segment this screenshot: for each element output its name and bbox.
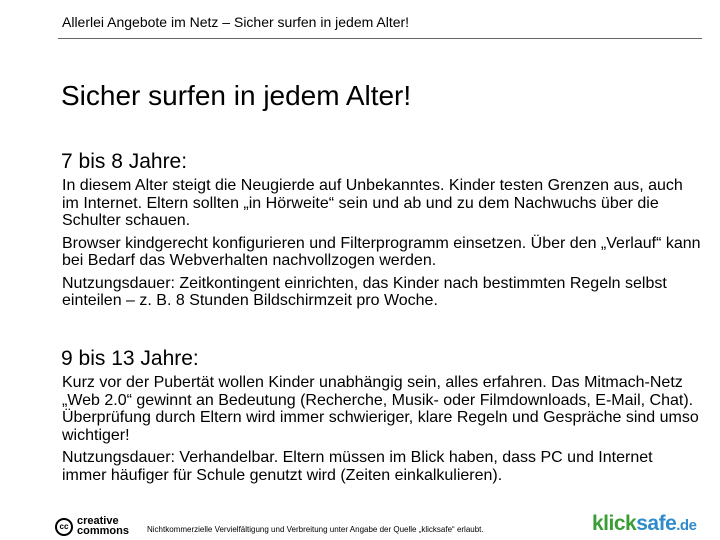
cc-line1: creative [77,515,119,527]
section-9-to-13 [61,347,701,489]
cc-line2: commons [77,525,129,537]
section-7-to-8 [61,150,701,315]
license-note: Nichtkommerzielle Vervielfältigung und Verbreitung unter Angabe der Quelle „klicksafe“ erlaubt. [147,525,484,534]
cc-wordmark [77,516,129,536]
paragraph: Nutzungsdauer: Verhandelbar. Eltern müssen im Blick haben, dass PC und Internet immer häufiger für Schule genutzt wird (Zeiten einkalkulieren). [62,449,653,484]
logo-tld: .de [676,517,697,534]
section-heading: 7 bis 8 Jahre: [61,150,188,173]
header-title: Allerlei Angebote im Netz – Sicher surfen in jedem Alter! [62,14,410,30]
paragraph: Kurz vor der Pubertät wollen Kinder unabhängig sein, alles erfahren. Das Mitmach-Netz „Web 2.0“ gewinnt an Bedeutung (Recherche, Musik- oder Filmdownloads, E-Mail, Chat). Überprüfung durch Eltern wird immer schwieriger, klare Regeln und Gespräche sind umso wichtiger! [62,374,699,444]
klicksafe-logo [592,512,696,536]
page-title: Sicher surfen in jedem Alter! [61,80,412,111]
paragraph: Browser kindgerecht konfigurieren und Filterprogramm einsetzen. Über den „Verlauf“ kann bei Bedarf das Webverhalten nachvollzogen werden. [62,234,701,269]
logo-safe: safe [636,512,677,535]
paragraph: In diesem Alter steigt die Neugierde auf Unbekanntes. Kinder testen Grenzen aus, auch im Internet. Eltern sollten „in Hörweite“ sein und ab und zu dem Nachwuchs über die Schulter schauen. [62,177,683,229]
logo-klick: klick [592,512,637,535]
footer [0,510,720,540]
section-heading: 9 bis 13 Jahre: [61,347,199,370]
paragraph: Nutzungsdauer: Zeitkontingent einrichten, das Kinder nach bestimmten Regeln selbst einteilen – z. B. 8 Stunden Bildschirmzeit pro Woche. [62,274,667,309]
cc-icon: cc [55,518,73,536]
header-divider [58,38,702,39]
